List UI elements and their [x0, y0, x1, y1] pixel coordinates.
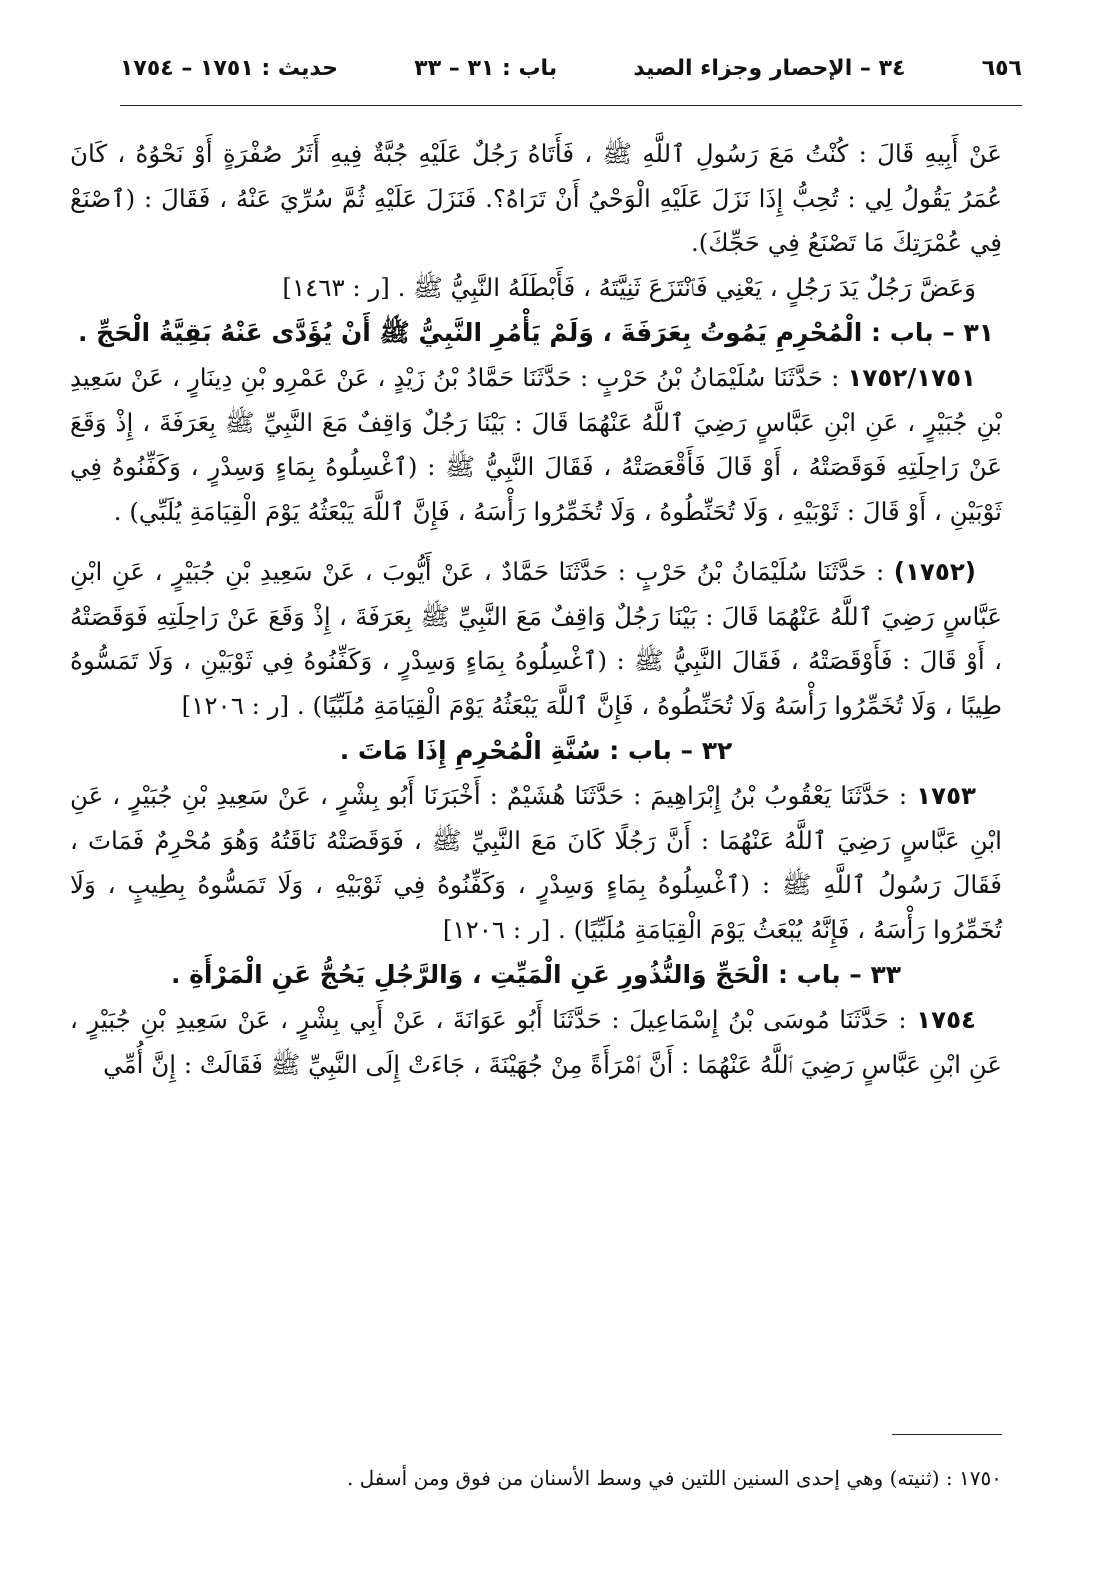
book-title: ٣٤ – الإحصار وجزاء الصيد: [633, 56, 906, 81]
chapter-heading-32: ٣٢ – باب : سُنَّةِ الْمُحْرِمِ إِذَا مَاتَ .: [339, 736, 733, 765]
running-header: [120, 56, 1022, 106]
hadith-number: ١٧٥٣: [916, 781, 976, 810]
hadith-1753: [70, 774, 1002, 952]
chapter-heading-33: ٣٣ – باب : الْحَجِّ وَالنُّذُورِ عَنِ الْمَيِّتِ ، وَالرَّجُلِ يَحُجُّ عَنِ الْمَرْأَةِ .: [170, 960, 902, 989]
hadith-number: ١٧٥٤: [916, 1005, 976, 1034]
hadith-text: : حَدَّثَنَا مُوسَى بْنُ إِسْمَاعِيلَ : حَدَّثَنَا أَبُو عَوَانَةَ ، عَنْ أَبِي بِشْرٍ ، عَنْ سَعِيدِ بْنِ جُبَيْرٍ ، عَنِ ابْنِ عَبَّاسٍ رَضِيَ ٱللَّهُ عَنْهُمَا : أَنَّ ٱمْرَأَةً مِنْ جُهَيْنَةَ ، جَاءَتْ إِلَى النَّبِيِّ ﷺ فَقَالَتْ : إِنَّ أُمِّي: [70, 1005, 1002, 1079]
chapter-range: باب : ٣١ – ٣٣: [414, 56, 558, 81]
hadith-1754: [70, 998, 1002, 1087]
paragraph-gap: [70, 534, 1002, 550]
chapter-heading-31: ٣١ – باب : الْمُحْرِمِ يَمُوتُ بِعَرَفَةَ ، وَلَمْ يَأْمُرِ النَّبِيُّ ﷺ أَنْ يُؤَدَّى عَنْهُ بَقِيَّةُ الْحَجِّ .: [77, 318, 995, 347]
hadith-text: : حَدَّثَنَا سُلَيْمَانُ بْنُ حَرْبٍ : حَدَّثَنَا حَمَّادٌ ، عَنْ أَيُّوبَ ، عَنْ سَعِيدِ بْنِ جُبَيْرٍ ، عَنِ ابْنِ عَبَّاسٍ رَضِيَ ٱللَّهُ عَنْهُمَا قَالَ : بَيْنَا رَجُلٌ وَاقِفٌ مَعَ النَّبِيِّ ﷺ بِعَرَفَةَ ، إِذْ وَقَعَ عَنْ رَاحِلَتِهِ فَوَقَصَتْهُ ، أَوْ قَالَ : فَأَوْقَصَتْهُ ، فَقَالَ النَّبِيُّ ﷺ : (ٱغْسِلُوهُ بِمَاءٍ وَسِدْرٍ ، وَكَفِّنُوهُ فِي ثَوْبَيْنِ ، وَلَا تَمَسُّوهُ طِيبًا ، وَلَا تُخَمِّرُوا رَأْسَهُ وَلَا تُحَنِّطُوهُ ، فَإِنَّ ٱللَّهَ يَبْعَثُهُ يَوْمَ الْقِيَامَةِ مُلَبِّيًا) . [ر : ١٢٠٦]: [70, 557, 1002, 720]
hadith-number: (١٧٥٢): [893, 557, 976, 586]
footnote: ١٧٥٠ : (ثنيته) وهي إحدى السنين اللتين في وسط الأسنان من فوق ومن أسفل .: [346, 1466, 1002, 1490]
hadith-1752: [70, 550, 1002, 728]
page-body: [70, 132, 1002, 1087]
hadith-text: : حَدَّثَنَا سُلَيْمَانُ بْنُ حَرْبٍ : حَدَّثَنَا حَمَّادُ بْنُ زَيْدٍ ، عَنْ عَمْرِو بْنِ دِينَارٍ ، عَنْ سَعِيدِ بْنِ جُبَيْرٍ ، عَنِ ابْنِ عَبَّاسٍ رَضِيَ ٱللَّهُ عَنْهُمَا قَالَ : بَيْنَا رَجُلٌ وَاقِفٌ مَعَ النَّبِيِّ ﷺ بِعَرَفَةَ ، إِذْ وَقَعَ عَنْ رَاحِلَتِهِ فَوَقَصَتْهُ ، أَوْ قَالَ فَأَقْعَصَتْهُ ، فَقَالَ النَّبِيُّ ﷺ : (ٱغْسِلُوهُ بِمَاءٍ وَسِدْرٍ ، وَكَفِّنُوهُ فِي ثَوْبَيْنِ ، أَوْ قَالَ : ثَوْبَيْهِ ، وَلَا تُحَنِّطُوهُ ، وَلَا تُخَمِّرُوا رَأْسَهُ ، فَإِنَّ ٱللَّهَ يَبْعَثُهُ يَوْمَ الْقِيَامَةِ يُلَبِّي) .: [70, 363, 1002, 526]
hadith-number: ١٧٥٢/١٧٥١: [847, 363, 976, 392]
hadith-text: : حَدَّثَنَا يَعْقُوبُ بْنُ إِبْرَاهِيمَ : حَدَّثَنَا هُشَيْمٌ : أَخْبَرَنَا أَبُو بِشْرٍ ، عَنْ سَعِيدِ بْنِ جُبَيْرٍ ، عَنِ ابْنِ عَبَّاسٍ رَضِيَ ٱللَّهُ عَنْهُمَا : أَنَّ رَجُلًا كَانَ مَعَ النَّبِيِّ ﷺ ، فَوَقَصَتْهُ نَاقَتُهُ وَهُوَ مُحْرِمٌ فَمَاتَ ، فَقَالَ رَسُولُ ٱللَّهِ ﷺ : (ٱغْسِلُوهُ بِمَاءٍ وَسِدْرٍ ، وَكَفِّنُوهُ فِي ثَوْبَيْهِ ، وَلَا تَمَسُّوهُ بِطِيبٍ ، وَلَا تُخَمِّرُوا رَأْسَهُ ، فَإِنَّهُ يُبْعَثُ يَوْمَ الْقِيَامَةِ مُلَبِّيًا) . [ر : ١٢٠٦]: [70, 781, 1002, 944]
hadith-1751: [70, 356, 1002, 534]
hadith-note-paragraph: وَعَضَّ رَجُلٌ يَدَ رَجُلٍ ، يَعْنِي فَٱنْتَزَعَ ثَنِيَّتَهُ ، فَأَبْطَلَهُ النَّبِيُّ ﷺ . [ر : ١٤٦٣]: [282, 272, 976, 302]
page-number: ٦٥٦: [981, 56, 1022, 81]
footnote-divider: [892, 1434, 1002, 1435]
continued-hadith-text: عَنْ أَبِيهِ قَالَ : كُنْتُ مَعَ رَسُولِ ٱللَّهِ ﷺ ، فَأَتَاهُ رَجُلٌ عَلَيْهِ جُبَّةٌ فِيهِ أَثَرُ صُفْرَةٍ أَوْ نَحْوُهُ ، كَانَ عُمَرُ يَقُولُ لِي : تُحِبُّ إِذَا نَزَلَ عَلَيْهِ الْوَحْيُ أَنْ تَرَاهُ؟. فَنَزَلَ عَلَيْهِ ثُمَّ سُرِّيَ عَنْهُ ، فَقَالَ : (ٱصْنَعْ فِي عُمْرَتِكَ مَا تَصْنَعُ فِي حَجِّكَ).: [70, 139, 1002, 257]
hadith-range: حديث : ١٧٥١ – ١٧٥٤: [120, 56, 338, 81]
